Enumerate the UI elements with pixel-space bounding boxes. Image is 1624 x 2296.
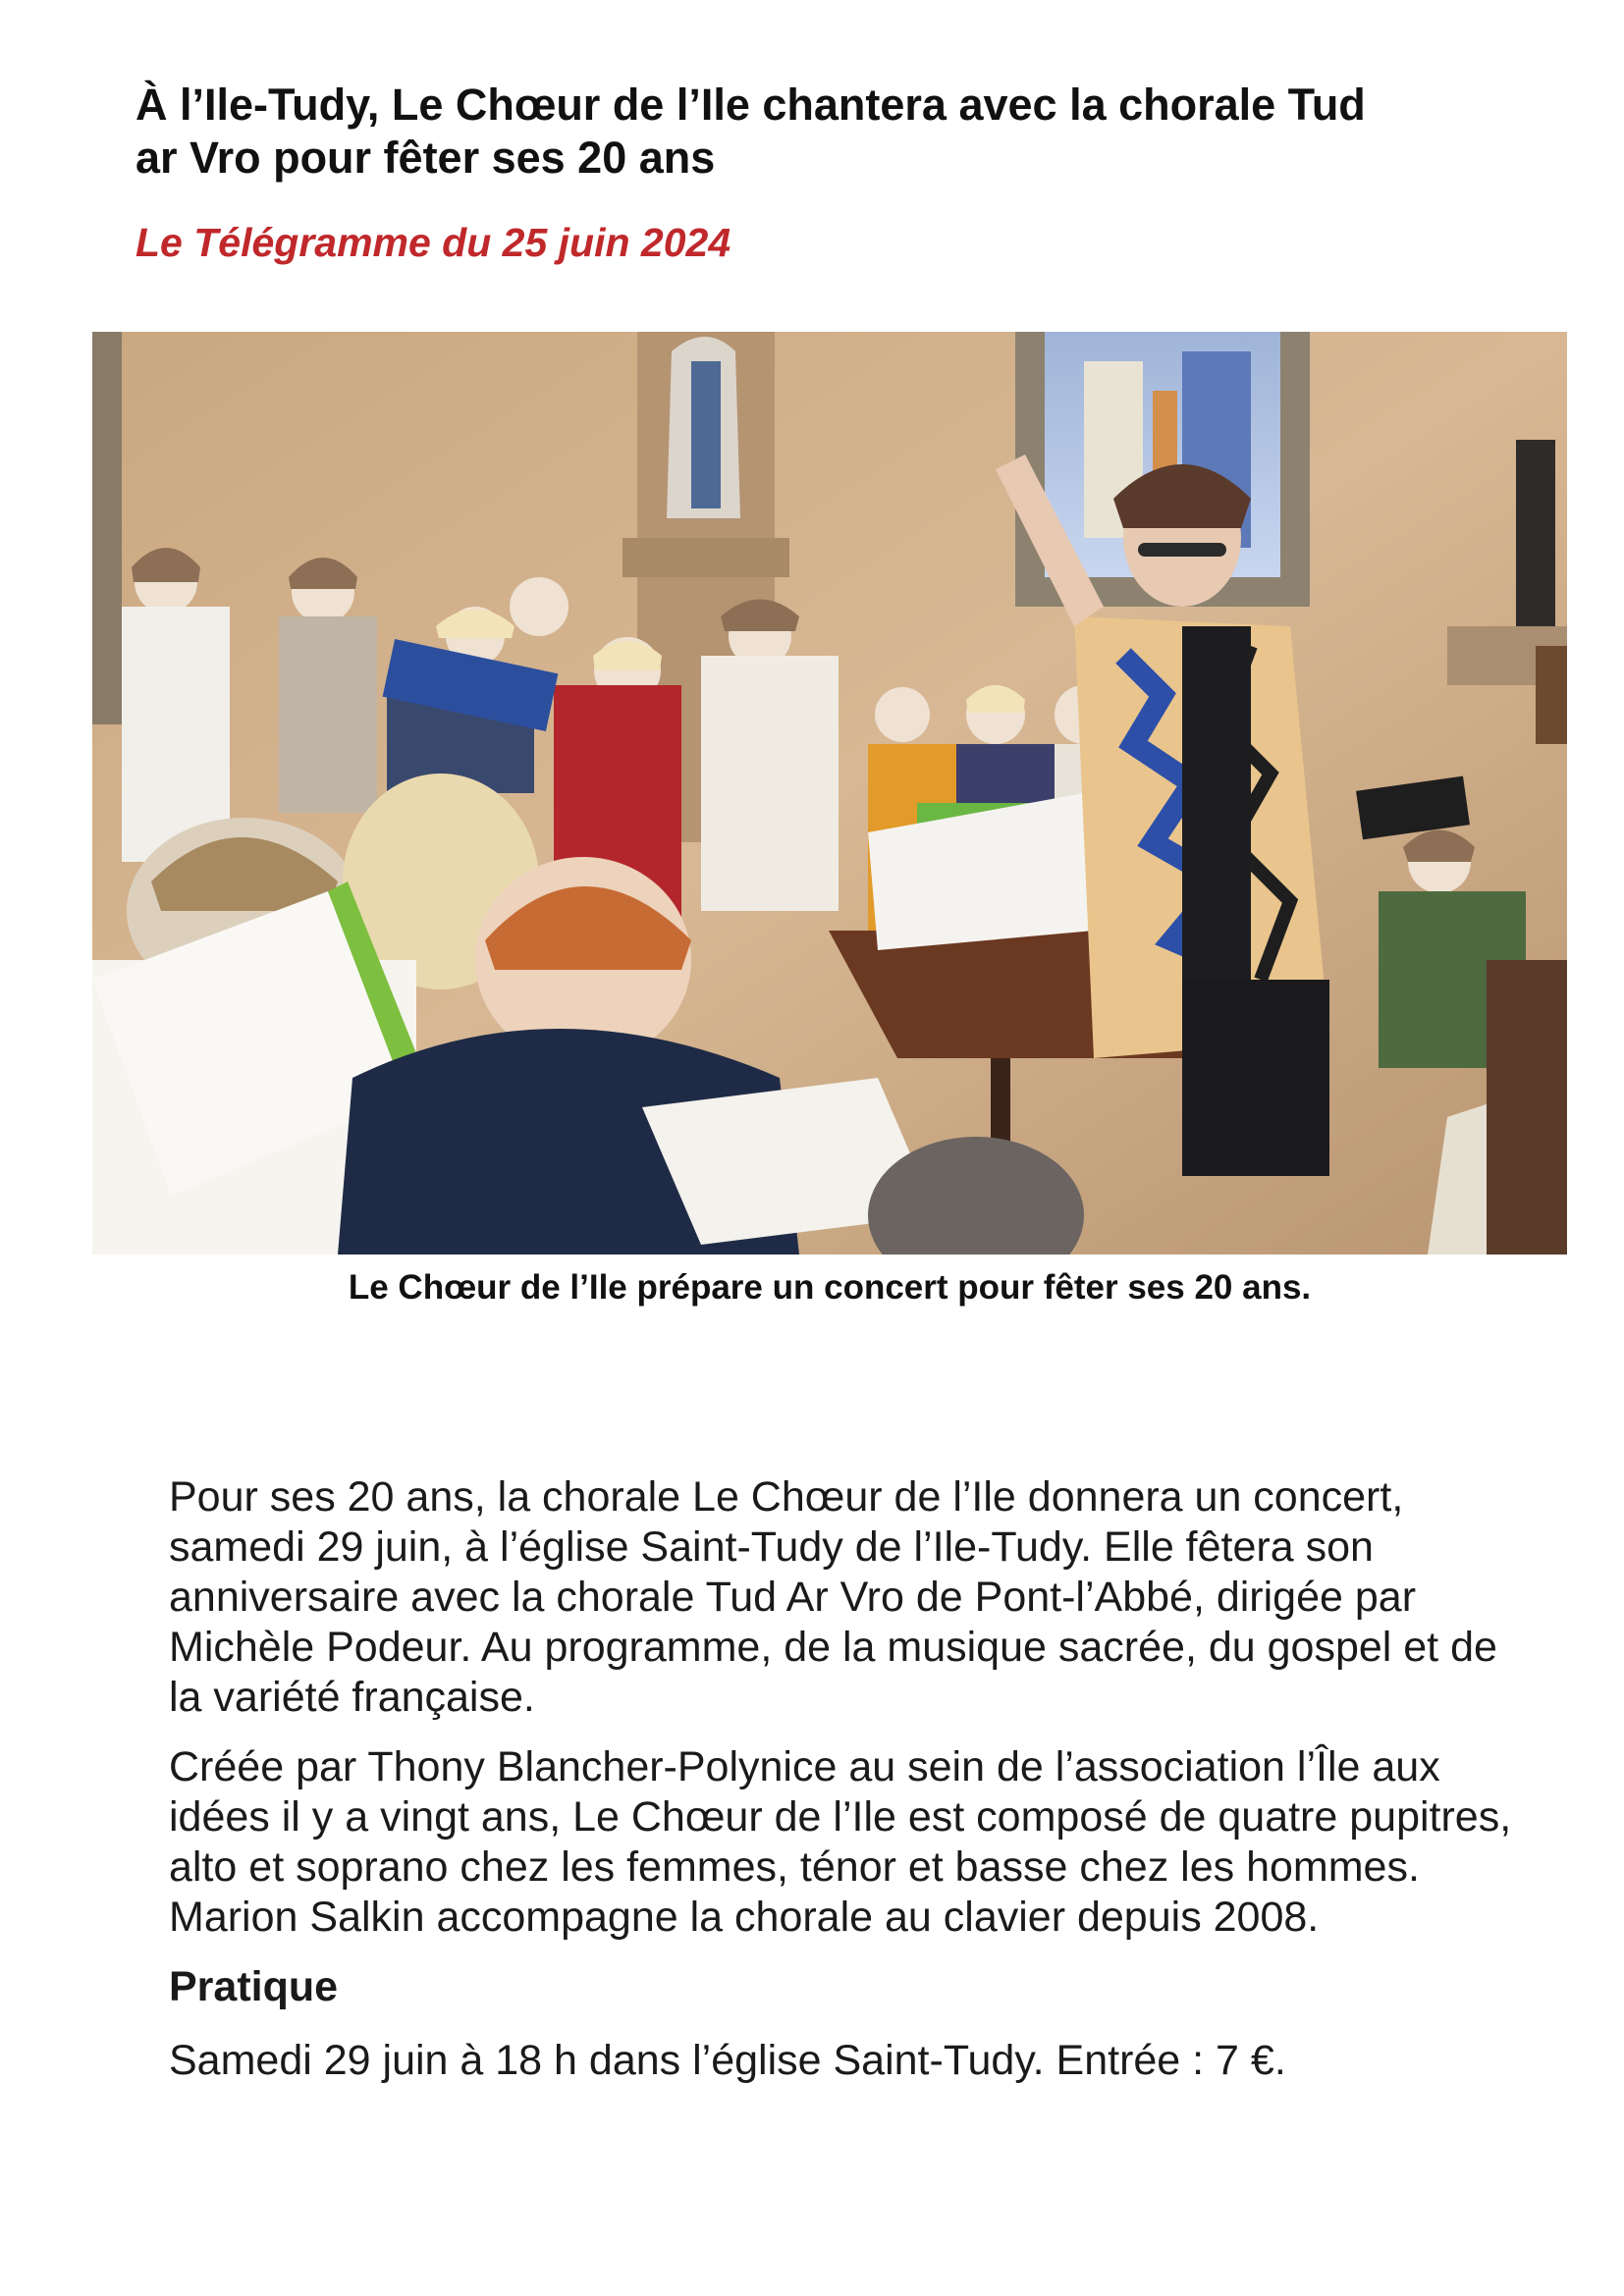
choir-photo <box>92 332 1567 1255</box>
article-headline: À l’Ile-Tudy, Le Chœur de l’Ile chantera avec la chorale Tud ar Vro pour fêter ses 20 ans <box>135 80 1366 183</box>
photo-caption: Le Chœur de l’Ile prépare un concert pour fêter ses 20 ans. <box>348 1268 1312 1307</box>
article-body <box>169 1472 1514 2106</box>
practical-heading: Pratique <box>169 1963 339 2010</box>
source-line: Le Télégramme du 25 juin 2024 <box>135 220 731 265</box>
paragraph-concert: Pour ses 20 ans, la chorale Le Chœur de l’Ile donnera un concert, samedi 29 juin, à l’église Saint-Tudy de l’Ile-Tudy. Elle fêtera son anniversaire avec la chorale Tud Ar Vro de Pont-l’Abbé, dirigée par Michèle Podeur. Au programme, de la musique sacrée, du gospel et de la variété française. <box>169 1473 1497 1721</box>
paragraph-history: Créée par Thony Blancher-Polynice au sein de l’association l’Île aux idées il y a vingt ans, Le Chœur de l’Ile est composé de quatre pupitres, alto et soprano chez les femmes, ténor et basse chez les hommes. Marion Salkin accompagne la chorale au clavier depuis 2008. <box>169 1743 1512 1941</box>
practical-info: Samedi 29 juin à 18 h dans l’église Saint-Tudy. Entrée : 7 €. <box>169 2037 1286 2084</box>
